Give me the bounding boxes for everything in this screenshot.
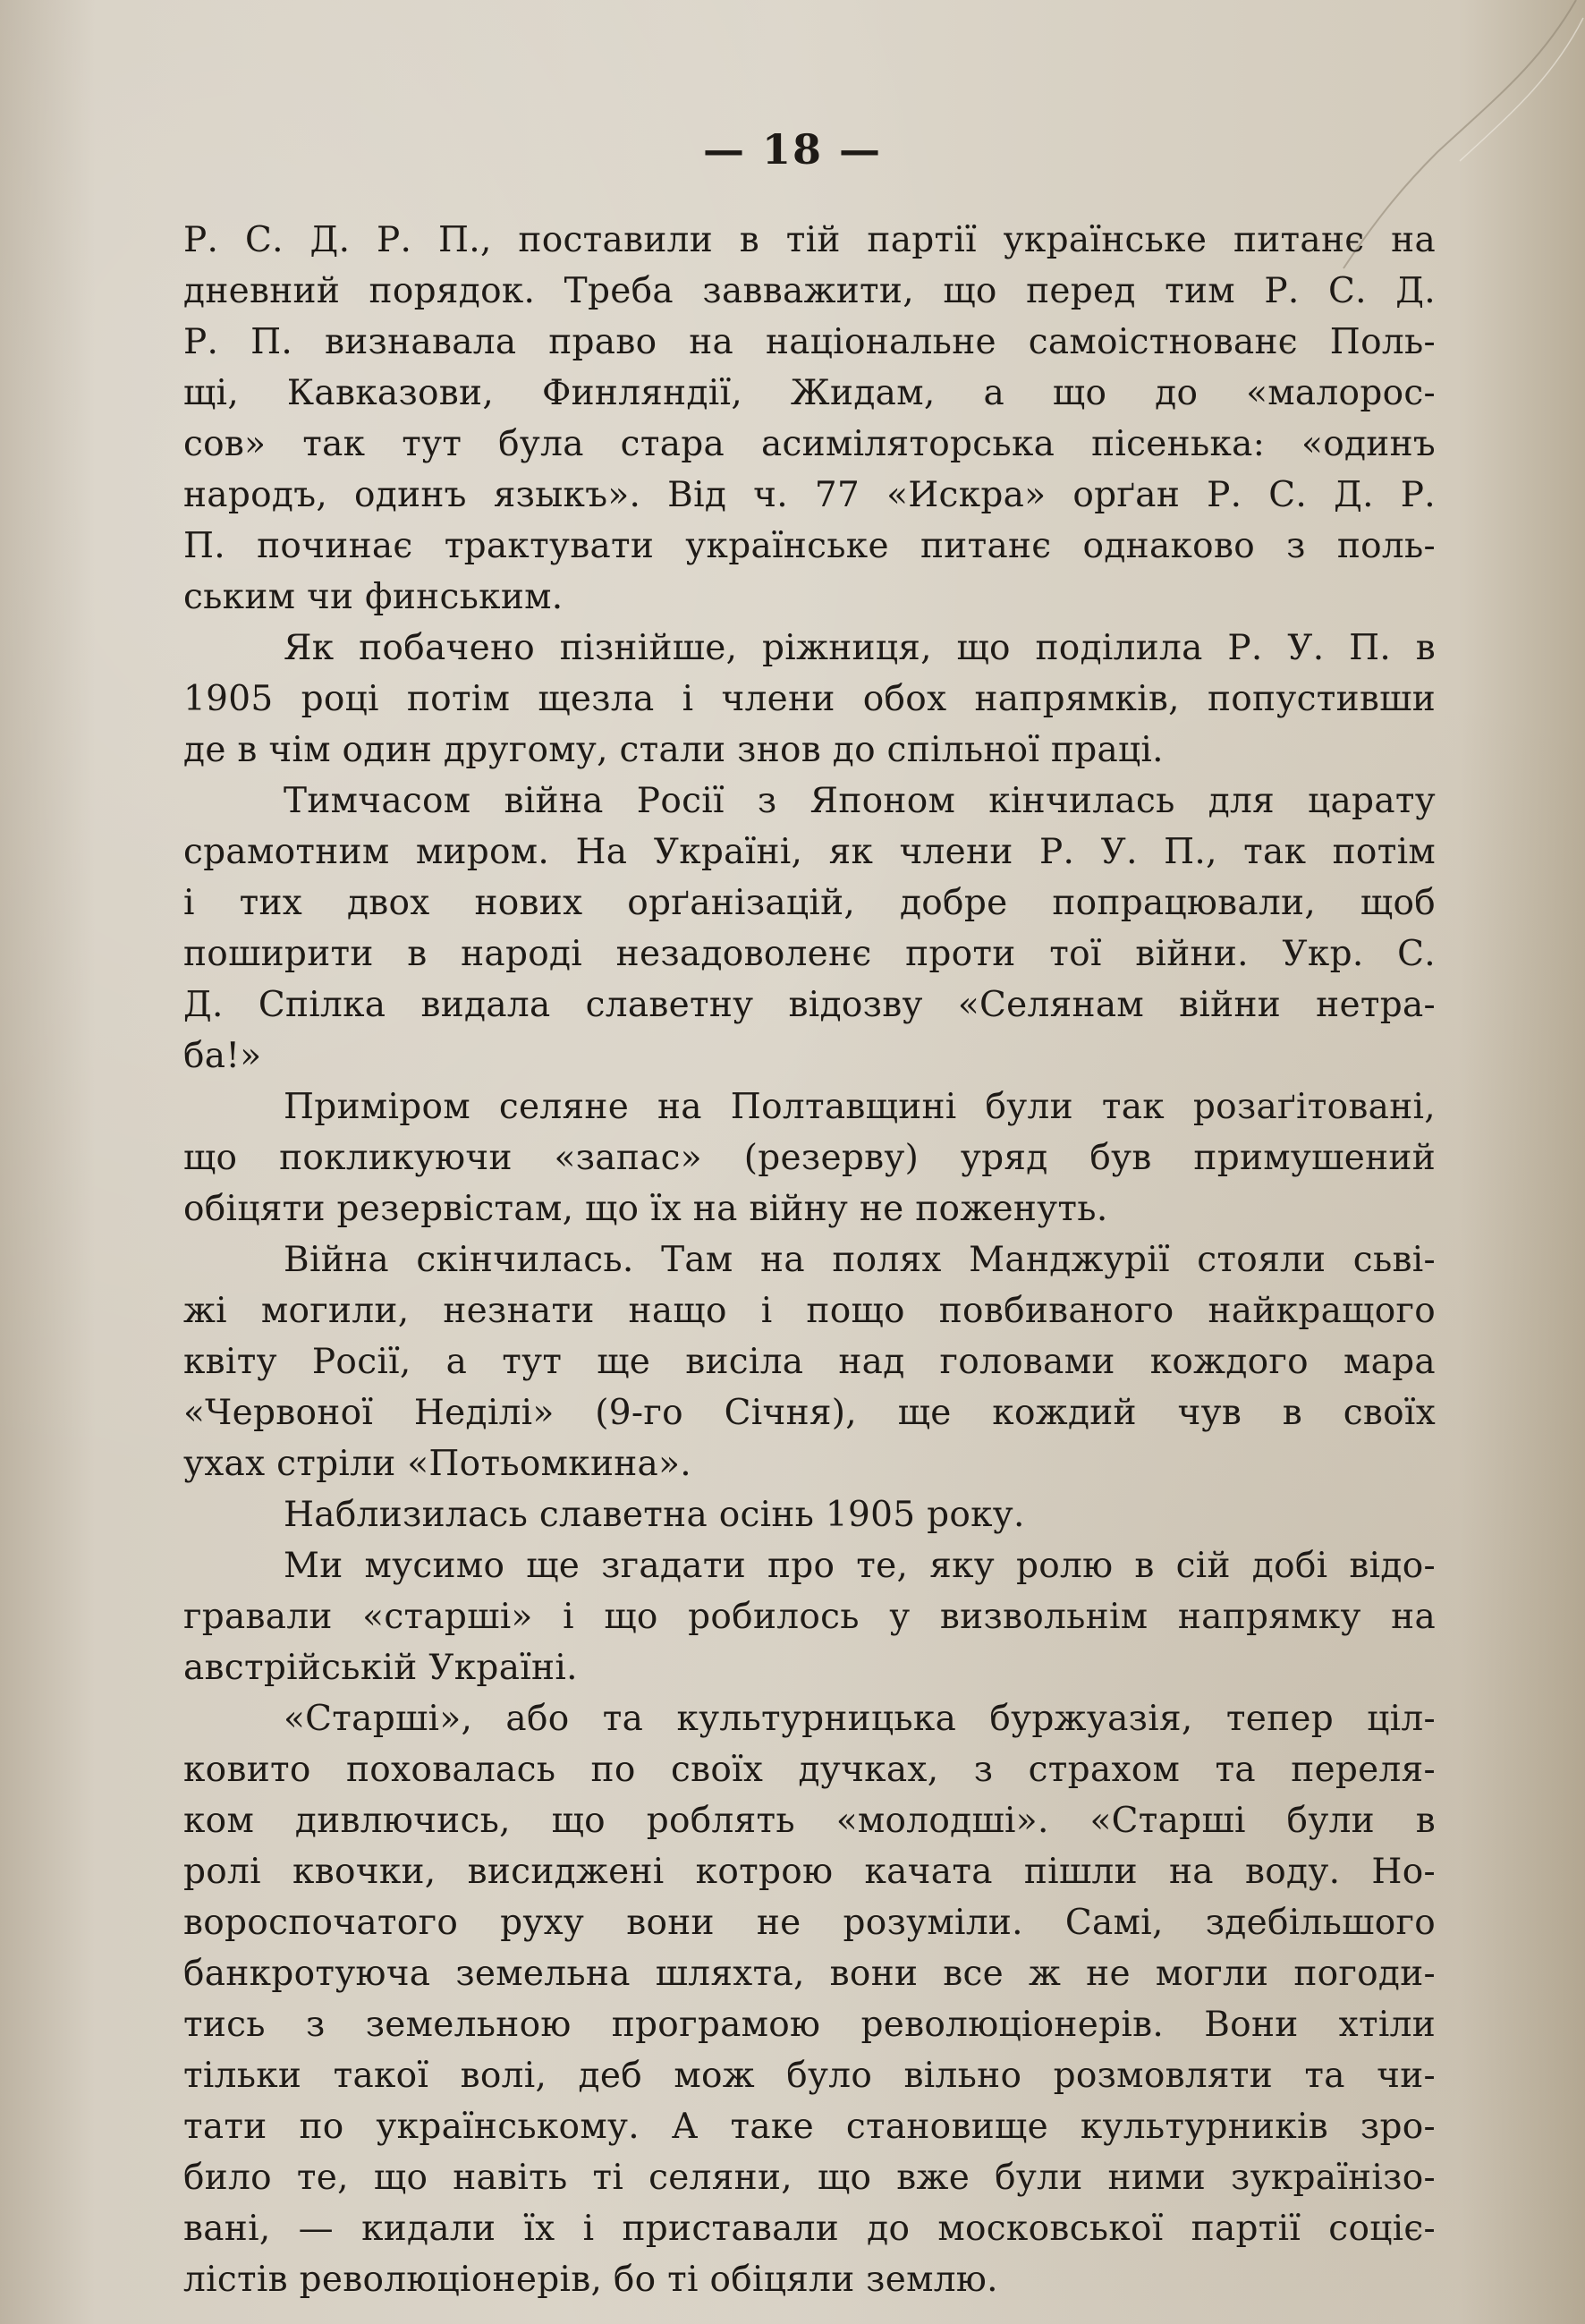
text-line: вороспочатого руху вони не розуміли. Самі, здебільшого	[183, 1903, 1436, 1943]
text-line: ба!»	[183, 1036, 262, 1076]
text-line: жі могили, незнати нащо і пощо повбиваного найкращого	[183, 1291, 1436, 1331]
page-number: — 18 —	[702, 125, 883, 174]
text-line: банкротуюча земельна шляхта, вони все ж не могли погоди-	[183, 1954, 1436, 1994]
text-line: П. починає трактувати українське питанє однаково з поль-	[183, 526, 1436, 566]
text-line: щі, Кавказови, Финляндії, Жидам, а що до «малорос-	[183, 373, 1436, 413]
text-line: лістів революціонерів, бо ті обіцяли землю.	[183, 2260, 998, 2300]
text-line: било те, що навіть ті селяни, що вже були ними зукраїнізо-	[183, 2158, 1436, 2198]
text-line: Примiром селяне на Полтавщині були так розаґітовані,	[284, 1087, 1436, 1127]
text-line: ролі квочки, висиджені котрою качата пішли на воду. Но-	[183, 1852, 1436, 1892]
text-line: народъ, одинъ языкъ». Від ч. 77 «Искра» орґан Р. С. Д. Р.	[183, 475, 1436, 515]
text-line: Ми мусимо ще згадати про те, яку ролю в сій добі відо-	[284, 1546, 1436, 1586]
text-line: тільки такої волі, деб мож було вільно розмовляти та чи-	[183, 2056, 1436, 2096]
text-line: «Старші», або та культурницька буржуазія, тепер ціл-	[284, 1699, 1436, 1739]
text-line: «Червоної Неділі» (9-го Січня), ще кождий чув в своїх	[183, 1393, 1436, 1433]
text-line: вані, — кидали їх і приставали до московської партії соціє-	[183, 2209, 1436, 2249]
text-line: і тих двох нових орґанізацій, добре попрацювали, щоб	[183, 883, 1436, 923]
text-line: дневний порядок. Треба завважити, що перед тим Р. С. Д.	[183, 271, 1436, 311]
text-line: де в чім один другому, стали знов до спільної праці.	[183, 730, 1164, 770]
text-line: сов» так тут була стара асиміляторська пісенька: «одинъ	[183, 424, 1436, 464]
text-line: тати по українському. А таке становище культурників зро-	[183, 2107, 1436, 2147]
text-line: Д. Спілка видала славетну відозву «Селянам війни нетра-	[183, 985, 1436, 1025]
text-line: Тимчасом війна Росії з Японом кінчилась для царату	[284, 781, 1436, 821]
text-line: Наблизилась славетна осінь 1905 року.	[284, 1495, 1025, 1535]
text-line: тись з земельною програмою революціонерів. Вони хтіли	[183, 2005, 1436, 2045]
text-line: Р. П. визнавала право на національне самоістнованє Поль-	[183, 322, 1436, 362]
text-line: ком дивлючись, що роблять «молодші». «Старші були в	[183, 1801, 1436, 1841]
text-line: квіту Росії, а тут ще висіла над головами кождого мара	[183, 1342, 1436, 1382]
text-line: 1905 році потім щезла і члени обох напрямків, попустивши	[183, 679, 1436, 719]
text-line: Як побачено пізнійше, ріжниця, що поділила Р. У. П. в	[284, 628, 1436, 668]
text-line: поширити в народі незадоволенє проти тої війни. Укр. С.	[183, 934, 1436, 974]
text-line: Р. С. Д. Р. П., поставили в тій партії українське питанє на	[183, 220, 1436, 260]
text-line: що покликуючи «запас» (резерву) уряд був примушений	[183, 1138, 1436, 1178]
text-line: гравали «старші» і що робилось у визвольнім напрямку на	[183, 1597, 1436, 1637]
text-line: австрійській Україні.	[183, 1648, 578, 1688]
text-line: ковито поховалась по своїх дучках, з страхом та переля-	[183, 1750, 1436, 1790]
text-line: Війна скінчилась. Там на полях Манджурії стояли сьві-	[284, 1240, 1436, 1280]
body-text	[183, 215, 1436, 2305]
text-line: ським чи финським.	[183, 577, 564, 617]
text-line: срамотним миром. На Україні, як члени Р. У. П., так потім	[183, 832, 1436, 872]
text-line: обіцяти резервістам, що їх на війну не поженуть.	[183, 1189, 1108, 1229]
text-line: ухах стріли «Потьомкина».	[183, 1444, 691, 1484]
